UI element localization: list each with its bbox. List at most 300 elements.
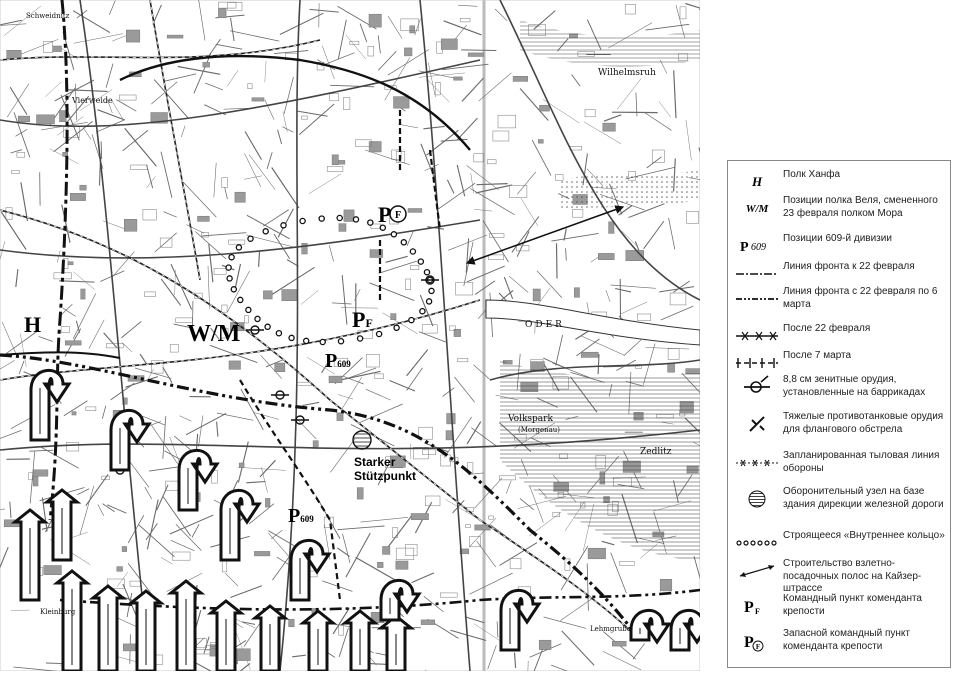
street [572, 75, 581, 87]
city-block [218, 9, 226, 18]
street [104, 333, 117, 348]
city-block [170, 344, 178, 352]
street [301, 290, 319, 304]
command-post-letter: P [352, 307, 365, 332]
street [444, 21, 482, 35]
inner-ring-point [368, 220, 373, 225]
reserve-command-post-icon [734, 628, 780, 654]
city-block [440, 593, 457, 597]
inner-ring-point [255, 316, 260, 321]
street [477, 541, 496, 567]
city-block [493, 131, 509, 141]
street [428, 80, 450, 102]
street [106, 64, 113, 88]
city-block [61, 327, 69, 333]
street [102, 406, 106, 419]
marker-609-center-num: 609 [337, 359, 351, 369]
label-volkspark: Volkspark [508, 414, 553, 424]
street [178, 67, 220, 75]
street [59, 281, 94, 282]
city-block [70, 193, 85, 200]
street [462, 78, 483, 101]
street [209, 39, 220, 55]
legend-item-label: Полк Ханфа [783, 169, 949, 182]
city-block [408, 209, 422, 213]
street [497, 621, 498, 637]
city-block [555, 175, 563, 181]
attack-arrow [381, 580, 419, 620]
river-arm-north [520, 20, 700, 67]
inner-ring-point [409, 318, 414, 323]
reserve-command-post-p: P [378, 202, 391, 227]
label-morgenau: (Morgenau) [518, 426, 560, 434]
inner-ring-point [338, 339, 343, 344]
aa-gun-icon [734, 374, 780, 400]
city-block [574, 288, 579, 298]
street [611, 553, 627, 594]
street [661, 306, 694, 320]
street [509, 276, 528, 292]
street [694, 556, 700, 593]
street [338, 20, 346, 60]
city-block [145, 292, 156, 297]
street [560, 596, 595, 620]
marker-command-post [352, 307, 373, 333]
street [321, 53, 354, 66]
inner-ring-point [391, 232, 396, 237]
attack-arrow [631, 610, 669, 642]
street [412, 573, 434, 583]
city-block [498, 115, 516, 128]
legend-item-label: После 7 марта [783, 350, 949, 363]
map-legend [727, 160, 951, 668]
street [116, 100, 136, 112]
svg-text:F: F [755, 607, 760, 616]
street [407, 232, 413, 246]
svg-text:F: F [756, 643, 760, 651]
marker-609-south-num: 609 [300, 514, 314, 524]
street [73, 272, 94, 290]
city-block [143, 209, 156, 220]
city-block [668, 349, 679, 360]
city-block [60, 111, 67, 122]
street [398, 124, 418, 128]
city-block [302, 116, 308, 119]
city-block [625, 4, 635, 14]
svg-text:W/M: W/M [746, 203, 770, 215]
inner-ring-point [353, 217, 358, 222]
street [109, 1, 115, 15]
street [161, 557, 173, 564]
street [152, 425, 180, 467]
northern-line [120, 56, 470, 150]
label-stutzpunkt: Stützpunkt [354, 469, 416, 483]
svg-text:P: P [744, 634, 754, 651]
city-block [588, 548, 606, 559]
street [296, 418, 317, 439]
city-block [377, 562, 383, 567]
city-block [598, 253, 614, 259]
street [2, 322, 16, 354]
street [241, 389, 263, 430]
city-block [660, 579, 672, 591]
street [370, 283, 415, 301]
city-block [441, 455, 451, 466]
street [379, 261, 417, 273]
street [620, 302, 647, 314]
street [140, 354, 147, 365]
city-block [533, 289, 540, 301]
street [674, 70, 676, 118]
street [176, 524, 202, 550]
street [329, 245, 333, 261]
street [163, 416, 166, 459]
street [342, 275, 347, 325]
street [163, 367, 172, 383]
street [73, 11, 110, 33]
street [261, 467, 267, 492]
street [181, 126, 185, 137]
street [180, 416, 192, 422]
attack-arrow [31, 370, 69, 440]
street [378, 35, 380, 53]
street [244, 153, 260, 187]
city-block [411, 265, 419, 270]
street [419, 73, 465, 77]
city-block [383, 547, 390, 555]
inner-ring-point [238, 297, 243, 302]
city-block [394, 97, 410, 109]
city-block [229, 240, 245, 244]
street [265, 61, 266, 82]
city-block [229, 361, 241, 369]
street [164, 212, 177, 218]
legend-item-label: Командный пункт коменданта крепости [783, 593, 949, 618]
city-block [124, 219, 137, 231]
street [645, 113, 672, 131]
street [617, 79, 641, 110]
city-block [668, 364, 675, 373]
attack-arrow [291, 540, 329, 600]
city-block [680, 7, 686, 19]
city-block [131, 165, 148, 170]
runway-line [470, 208, 620, 262]
street [470, 573, 513, 594]
street [615, 289, 631, 292]
inner-ring-point [226, 265, 231, 270]
city-block [248, 84, 252, 89]
legend-item-label: Позиции полка Веля, смененного 23 февраля полком Мора [783, 195, 949, 220]
city-block [44, 41, 53, 52]
city-block [570, 146, 582, 150]
front-line-feb22-mar6-icon [734, 286, 780, 312]
street [551, 665, 580, 671]
street [556, 335, 563, 365]
reserve-command-post-letter: F [395, 210, 401, 221]
street [443, 388, 455, 397]
city-block [425, 496, 440, 506]
svg-text:609: 609 [751, 242, 766, 253]
legend-item-label: Оборонительный узел на базе здания дирекции железной дороги [783, 486, 949, 511]
street [303, 402, 320, 405]
city-block [167, 35, 183, 38]
marker-609-center-letter: P [325, 350, 337, 372]
street [332, 303, 352, 304]
label-kleinburg: Kleinburg [40, 608, 75, 616]
inner-ring-point [236, 245, 241, 250]
after-feb22-icon [734, 323, 780, 349]
street [265, 100, 274, 120]
inner-ring-point [289, 335, 294, 340]
street [407, 350, 428, 376]
city-block [337, 413, 343, 421]
street [161, 152, 172, 198]
inner-ring-point [427, 299, 432, 304]
street [360, 404, 403, 423]
street [238, 442, 248, 483]
street [199, 416, 203, 447]
city-block [406, 279, 411, 290]
city-block [375, 374, 384, 379]
city-block [37, 115, 55, 124]
street [543, 358, 565, 368]
city-block [339, 625, 344, 636]
street [117, 572, 128, 587]
legend-item-label: Линия фронта с 22 февраля по 6 марта [783, 286, 949, 311]
inner-ring-point [304, 338, 309, 343]
front-line-feb22-icon [734, 261, 780, 287]
marker-609-south-letter: P [288, 505, 300, 527]
street [310, 9, 339, 12]
park-area [560, 170, 700, 210]
label-vierweide: Vierweide [72, 96, 113, 105]
city-block [470, 537, 481, 547]
city-block [404, 48, 412, 56]
city-block [68, 262, 73, 265]
street [361, 517, 409, 522]
street [208, 266, 210, 309]
street [192, 524, 199, 537]
street [225, 573, 238, 586]
city-block [513, 76, 528, 81]
street [100, 163, 101, 186]
marker-609-south [288, 505, 314, 528]
street [246, 482, 265, 483]
street [566, 248, 567, 260]
street [685, 4, 700, 15]
city-block [391, 314, 396, 320]
inner-ring-point [418, 259, 423, 264]
street [147, 176, 156, 188]
street [230, 586, 262, 598]
strongpoint [353, 431, 371, 449]
street [80, 486, 94, 535]
label-starker: Starker [354, 455, 395, 469]
legend-item-label: Запасной командный пункт коменданта крепости [783, 628, 949, 653]
after-mar7-icon [734, 350, 780, 376]
city-block [239, 463, 244, 468]
city-block [343, 98, 350, 110]
inner-ring-point [394, 325, 399, 330]
street [10, 87, 27, 115]
street [0, 241, 5, 270]
street [346, 533, 370, 577]
street [606, 290, 610, 302]
street [515, 653, 516, 668]
city-block [410, 26, 415, 33]
street [121, 322, 141, 338]
city-block [421, 620, 435, 625]
command-post-sub: F [365, 316, 372, 330]
city-block [44, 566, 62, 575]
city-block [198, 216, 210, 221]
city-block [80, 185, 87, 190]
city-block [538, 140, 543, 144]
front-line-feb22 [50, 0, 67, 520]
street [439, 183, 475, 209]
street [267, 152, 272, 169]
street [217, 413, 254, 420]
city-block [339, 224, 346, 232]
city-block [332, 155, 338, 165]
street [227, 70, 238, 86]
city-block [65, 341, 81, 345]
street [447, 180, 454, 194]
street [77, 489, 89, 495]
city-block [81, 289, 85, 299]
city-block [254, 551, 270, 556]
street [0, 430, 22, 443]
city-block [203, 62, 210, 67]
city-block [396, 548, 414, 560]
city-block [235, 192, 245, 202]
street [337, 526, 384, 530]
label-wilhelmsruh: Wilhelmsruh [598, 68, 656, 78]
city-block [344, 210, 354, 222]
city-block [33, 476, 38, 486]
city-block [652, 150, 664, 162]
street [544, 617, 587, 628]
street [465, 617, 485, 623]
street [467, 266, 505, 282]
city-block [466, 525, 471, 528]
avenue [0, 220, 480, 258]
street [125, 128, 157, 166]
street [171, 540, 195, 551]
city-block [53, 46, 62, 52]
attack-arrow [111, 410, 149, 470]
street [360, 24, 367, 42]
street [83, 128, 91, 140]
inner-ring-point [231, 287, 236, 292]
street [260, 460, 275, 477]
inner-ring-point [401, 240, 406, 245]
street [474, 365, 490, 380]
runway-icon [734, 558, 780, 584]
legend-item-label: Тяжелые противотанковые орудия для флангового обстрела [783, 411, 949, 436]
street [669, 218, 675, 249]
street [259, 252, 260, 267]
city-block [130, 581, 141, 586]
city-block [499, 476, 515, 480]
legend-item-label: Позиции 609-й дивизии [783, 233, 949, 246]
street [557, 243, 558, 278]
city-block [487, 160, 496, 164]
city-block [122, 547, 127, 552]
label-lehmgrube: Lehmgrube [590, 625, 631, 633]
city-block [458, 358, 468, 361]
city-block [119, 95, 136, 100]
label-oder: ODER [525, 320, 565, 330]
street [512, 217, 539, 253]
street [611, 285, 656, 288]
street [217, 422, 218, 437]
street [0, 509, 5, 514]
street [602, 541, 614, 545]
city-block [446, 431, 452, 440]
street [551, 233, 598, 241]
svg-text:P: P [744, 599, 754, 616]
inner-ring-icon [734, 530, 780, 556]
city-block [489, 255, 504, 260]
city-block [12, 170, 20, 173]
inner-ring-point [248, 236, 253, 241]
inner-ring-point [265, 324, 270, 329]
street [1, 212, 26, 250]
street [633, 643, 645, 659]
street [587, 564, 588, 611]
city-block [468, 53, 484, 57]
street [278, 209, 293, 238]
street [659, 101, 671, 117]
city-block [366, 354, 379, 367]
street [292, 655, 306, 657]
street [249, 155, 275, 190]
city-block [202, 232, 209, 237]
city-block [282, 290, 297, 301]
city-block [460, 18, 470, 22]
svg-text:H: H [751, 174, 763, 189]
city-block [510, 559, 521, 569]
street [284, 77, 293, 114]
street [16, 269, 18, 287]
street [214, 163, 216, 198]
street [659, 287, 694, 292]
inner-ring-point [246, 307, 251, 312]
street [386, 256, 408, 262]
city-block [612, 641, 626, 646]
city-block [329, 376, 342, 383]
label-schweidnitz: Schweidnitz [26, 12, 69, 20]
city-block [297, 382, 312, 385]
city-block [330, 94, 339, 101]
city-block [289, 619, 295, 627]
street [346, 35, 366, 59]
city-block [572, 210, 583, 218]
city-block [265, 498, 270, 507]
city-block [275, 363, 285, 372]
street [330, 439, 355, 473]
street [145, 487, 152, 499]
city-block [581, 352, 598, 357]
street [419, 332, 447, 343]
street [199, 0, 205, 41]
city-block [17, 152, 25, 157]
street [624, 340, 641, 356]
street [471, 173, 474, 193]
city-block [422, 450, 435, 455]
oder-river [486, 20, 700, 560]
